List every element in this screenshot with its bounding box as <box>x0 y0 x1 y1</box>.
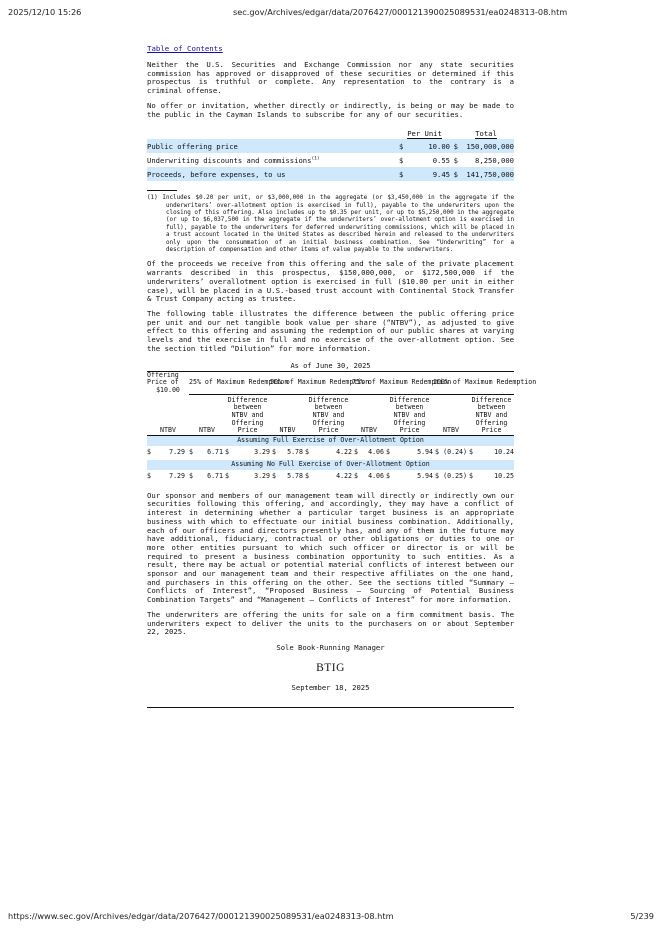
ntbv-header: NTBV <box>160 426 176 435</box>
dollar-sign: $ <box>453 155 458 165</box>
dollar-sign: $ <box>450 167 458 181</box>
print-datetime: 2025/12/10 15:26 <box>8 7 82 17</box>
dollar-sign: $ <box>354 447 358 456</box>
offering-ntbv: 7.29 <box>169 447 185 456</box>
total-value: 150,000,000 <box>458 139 514 153</box>
ntbv-50: 5.78 <box>287 471 303 480</box>
dollar-sign: $ <box>399 167 409 181</box>
ntbv-75: 4.06 <box>368 447 384 456</box>
dollar-sign: $ <box>435 447 439 456</box>
header-url: sec.gov/Archives/edgar/data/2076427/000121390025089531/ea0248313-08.htm <box>233 7 568 17</box>
document-body <box>147 36 537 708</box>
diff-25: 3.29 <box>254 471 270 480</box>
total-value: 141,750,000 <box>458 167 514 181</box>
difference-header <box>469 394 514 435</box>
dollar-sign: $ <box>469 447 473 456</box>
row-label: Proceeds, before expenses, to us <box>147 167 399 181</box>
header-line: NTBV and <box>475 410 508 419</box>
header-line: Price <box>481 426 502 435</box>
ntbv-25: 6.71 <box>207 471 223 480</box>
total-value: 8,250,000 <box>475 155 514 165</box>
ntbv-50: 5.78 <box>287 447 303 456</box>
offering-table <box>147 127 514 181</box>
band-no-exercise: Assuming No Full Exercise of Over-Allotment Option <box>147 460 514 470</box>
dollar-sign: $ <box>386 447 390 456</box>
dollar-sign: $ <box>189 471 193 480</box>
dilution-intro-paragraph: The following table illustrates the difference between the public offering price per unit and our net tangible book value per share (“NTBV”), as adjusted to give effect to this offering and assuming the redemption of our public shares at varying levels and the exercise in full and no exercise of the over-allotment option. See the section titled “Dilution” for more information. <box>147 308 514 353</box>
delivery-paragraph: The underwriters are offering the units for sale on a firm commitment basis. The underwriters expect to deliver the units to the purchasers on or about September 22, 2025. <box>147 609 514 637</box>
dollar-sign: $ <box>435 471 439 480</box>
diff-25: 3.29 <box>254 447 270 456</box>
page-number: 5/239 <box>630 911 654 921</box>
diff-75: 5.94 <box>417 447 433 456</box>
ntbv-75: 4.06 <box>368 471 384 480</box>
ntbv-25: 6.71 <box>207 447 223 456</box>
header-line: Offering <box>147 370 179 379</box>
ntbv-header: NTBV <box>443 426 459 435</box>
diff-75: 5.94 <box>417 471 433 480</box>
dollar-sign: $ <box>225 471 229 480</box>
header-line: NTBV and <box>231 410 264 419</box>
prospectus-date: September 18, 2025 <box>291 683 370 692</box>
dollar-sign: $ <box>272 447 276 456</box>
dollar-sign: $ <box>354 471 358 480</box>
diff-50: 4.22 <box>336 471 352 480</box>
row-label: Underwriting discounts and commissions <box>147 155 312 165</box>
header-line: between <box>477 403 506 412</box>
total-header: Total <box>475 128 497 138</box>
footnote-ref: (1) <box>311 156 320 162</box>
table-row <box>147 167 514 181</box>
header-line: Price <box>237 426 258 435</box>
group-header-75: 75% of Maximum Redemption <box>352 372 433 395</box>
dollar-sign: $ <box>399 155 404 165</box>
footer-url: https://www.sec.gov/Archives/edgar/data/2076427/000121390025089531/ea0248313-08.htm <box>8 911 394 921</box>
ntbv-100: (0.24) <box>443 447 467 456</box>
row-label: Public offering price <box>147 139 399 153</box>
manager-label: Sole Book-Running Manager <box>276 643 385 652</box>
end-rule <box>147 707 514 708</box>
dollar-sign: $ <box>386 471 390 480</box>
dollar-sign: $ <box>147 471 151 480</box>
dollar-sign: $ <box>272 471 276 480</box>
header-line: $10.00 <box>156 385 180 394</box>
ntbv-100: (0.25) <box>443 471 467 480</box>
ntbv-header: NTBV <box>361 426 377 435</box>
header-line: Offering <box>475 418 508 427</box>
dollar-sign: $ <box>147 447 151 456</box>
header-line: Difference <box>308 395 349 404</box>
header-line: Offering <box>393 418 426 427</box>
band-full-exercise: Assuming Full Exercise of Over-Allotment Option <box>147 435 514 446</box>
header-line: between <box>314 403 343 412</box>
offering-ntbv: 7.29 <box>169 471 185 480</box>
header-line: Price of <box>147 378 179 387</box>
dollar-sign: $ <box>305 471 309 480</box>
diff-100: 10.25 <box>494 471 514 480</box>
trust-account-paragraph: Of the proceeds we receive from this offering and the sale of the private placement warrants described in this prospectus, $150,000,000, or $172,500,000 if the underwriters’ overallotment option is exercised in full ($10.00 per unit in either case), will be placed in a U.S.-based trust account with Continental Stock Transfer & Trust Company acting as trustee. <box>147 259 514 304</box>
dollar-sign: $ <box>305 447 309 456</box>
cayman-notice: No offer or invitation, whether directly or indirectly, is being or may be made to the public in the Cayman Islands to subscribe for any of our securities. <box>147 100 514 119</box>
header-line: Difference <box>471 395 512 404</box>
conflicts-paragraph: Our sponsor and members of our management team will directly or indirectly own our securities following this offering, and accordingly, they may have a conflict of interest in determining whether a particular target business is an appropriate business with which to effectuate our initial business combination. Additionally, each of our officers and directors presently has, and any of them in the future may have additional, fiduciary, contractual or other obligations or duties to one or more other entities pursuant to which such officer or director is or will be required to present a business combination opportunity to such entities. As a result, there may be actual or potential material conflicts of interest between our sponsor and our management team and their respective affiliates on the one hand, and purchasers in this offering on the other. See the sections titled “Summary — Conflicts of Interest”, “Proposed Business — Sourcing of Potential Business Combination Targets” and “Management — Conflicts of Interest” for more information. <box>147 490 514 605</box>
difference-header <box>225 394 270 435</box>
group-header-50: 50% of Maximum Redemption <box>270 372 352 395</box>
header-line: Price <box>318 426 339 435</box>
group-header-25: 25% of Maximum Redemption <box>189 372 270 395</box>
dollar-sign: $ <box>225 447 229 456</box>
header-line: NTBV and <box>393 410 426 419</box>
table-of-contents-link[interactable]: Table of Contents <box>147 44 223 53</box>
ntbv-header: NTBV <box>279 426 296 435</box>
header-line: Difference <box>389 395 430 404</box>
group-header-100: 100% of Maximum Redemption <box>433 372 514 395</box>
header-line: Offering <box>231 418 264 427</box>
dollar-sign: $ <box>450 139 458 153</box>
per-unit-value: 9.45 <box>409 167 450 181</box>
header-line: NTBV and <box>312 410 345 419</box>
difference-header <box>386 394 433 435</box>
ntbv-header: NTBV <box>199 426 215 435</box>
dilution-table <box>147 370 537 484</box>
table-row <box>147 470 514 484</box>
header-line: Price <box>399 426 420 435</box>
browser-footer <box>8 911 654 923</box>
per-unit-value: 10.00 <box>409 139 450 153</box>
diff-50: 4.22 <box>336 447 352 456</box>
dollar-sign: $ <box>469 471 473 480</box>
header-line: Difference <box>227 395 268 404</box>
table-row <box>147 139 514 153</box>
difference-header <box>305 394 352 435</box>
dilution-as-of: As of June 30, 2025 <box>290 361 371 370</box>
dollar-sign: $ <box>399 139 409 153</box>
table-row <box>147 446 514 460</box>
per-unit-value: 0.55 <box>432 155 450 165</box>
diff-100: 10.24 <box>494 447 514 456</box>
sec-disclaimer: Neither the U.S. Securities and Exchange Commission nor any state securities commission has approved or disapproved of these securities or determined if this prospectus is truthful or complete. Any representation to the contrary is a criminal offense. <box>147 60 514 96</box>
header-line: Offering <box>312 418 345 427</box>
header-line: between <box>233 403 262 412</box>
offering-price-header <box>147 372 189 395</box>
per-unit-header: Per Unit <box>407 128 442 138</box>
dollar-sign: $ <box>189 447 193 456</box>
footnote-1: (1) Includes $0.20 per unit, or $3,000,000 in the aggregate (or $3,450,000 in the aggregate if the underwriters’ over-allotment option is exercised in full), payable to the underwriters upon the closing of this offering. Also includes up to $0.35 per unit, or up to $5,250,000 in the aggregate (or up to $6,037,500 in the aggregate if the underwriters’ over-allotment option is exercised in full), payable to the underwriters for deferred underwriting commissions, which will be placed in a trust account located in the United States as described herein and released to the underwriters only upon the consummation of an initial business combination. See “Underwriting” for a description of compensation and other items of value payable to the underwriters. <box>147 195 514 254</box>
manager-name: BTIG <box>316 662 345 674</box>
table-row <box>147 153 514 167</box>
header-line: between <box>395 403 424 412</box>
browser-header <box>8 7 654 19</box>
